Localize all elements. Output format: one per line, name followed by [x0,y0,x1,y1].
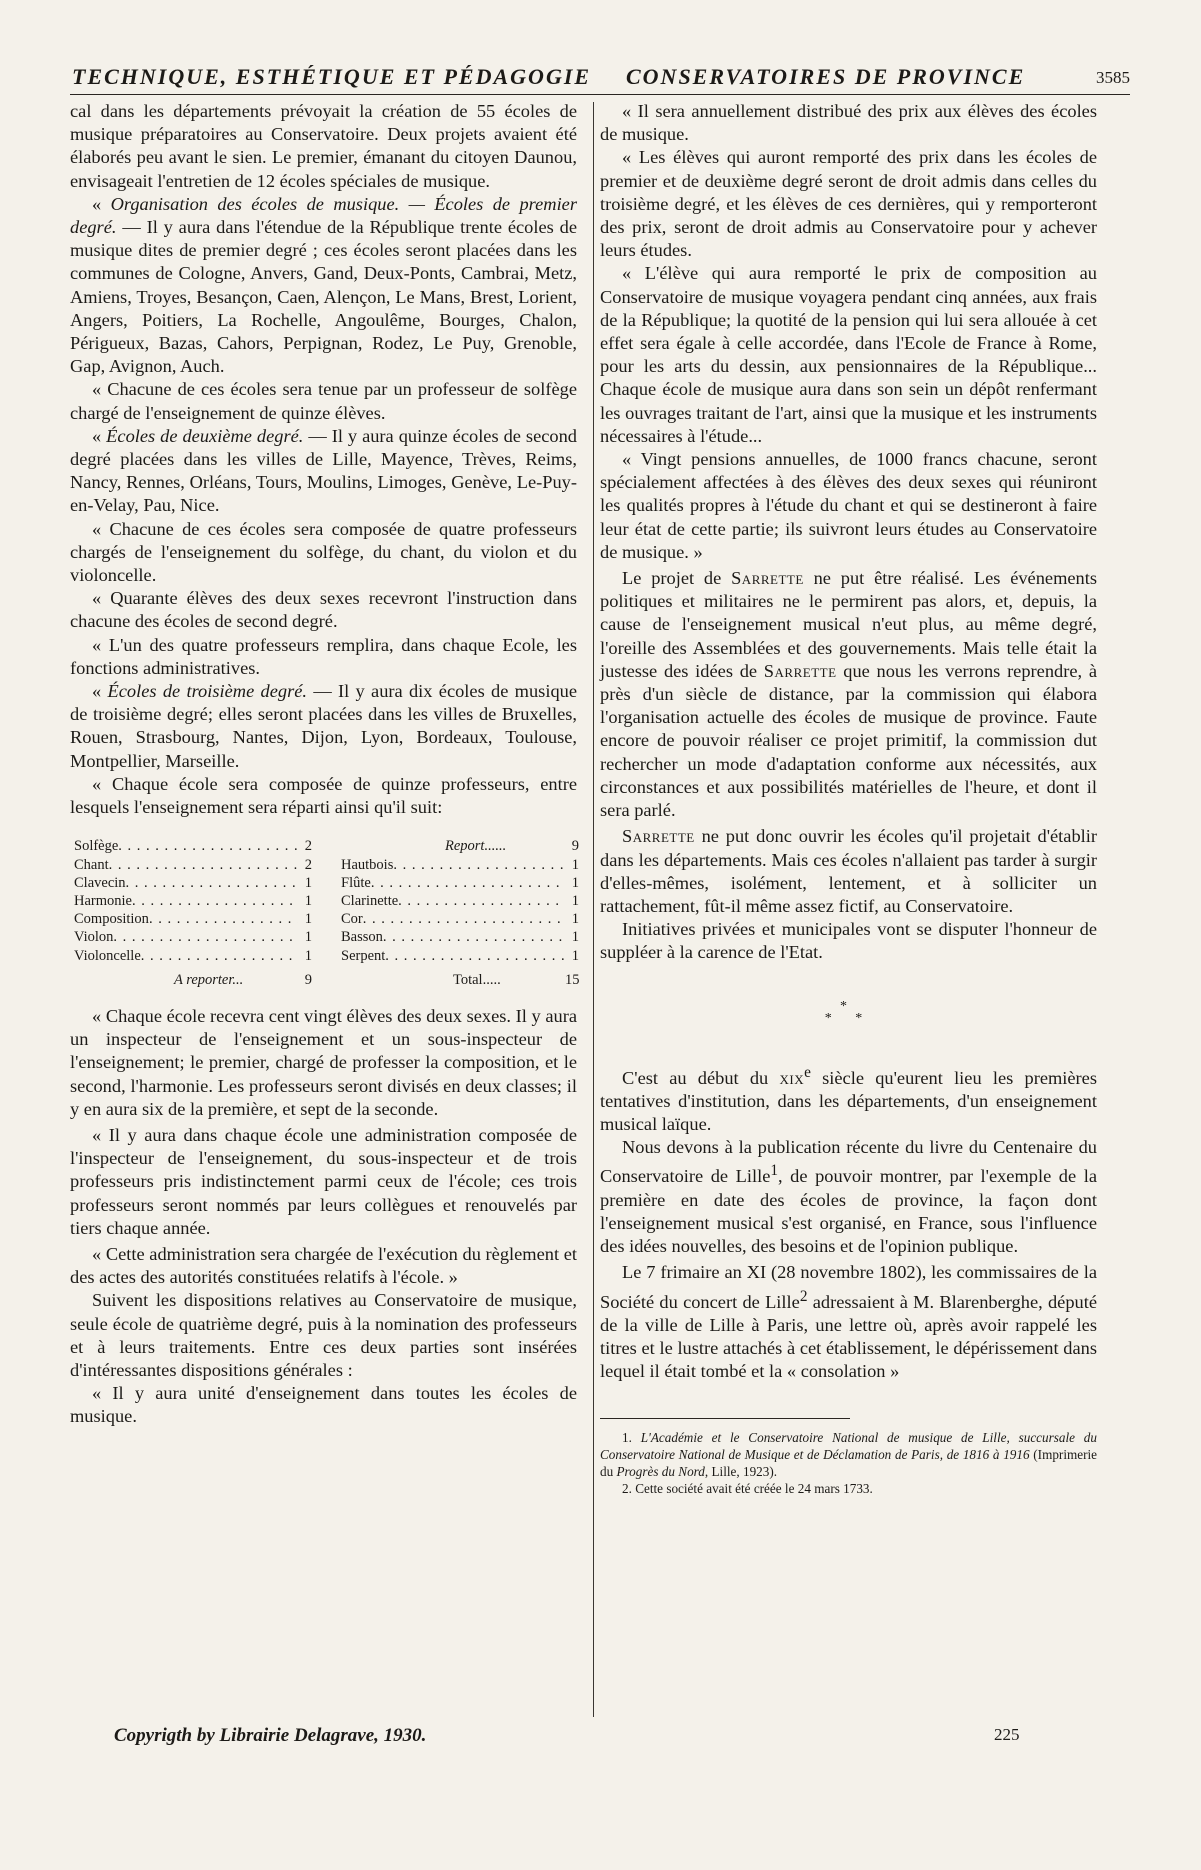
table-total-row [341,971,579,989]
header-page-number: 3585 [1096,68,1130,87]
table-row-value: 1 [304,929,312,946]
footnote-rule [600,1418,850,1419]
table-report-label: Report...... [445,838,507,855]
paragraph: « Il y aura unité d'enseignement dans toutes les écoles de musique. [70,1383,577,1427]
table-row-label: Violoncelle [74,947,141,964]
leader-dots [363,910,565,928]
table-row-label: Violon [74,929,114,946]
paragraph: « Chacune de ces écoles sera composée de quatre professeurs chargés de l'enseignement du solfège, du chant, du violon et du violoncelle. [70,518,577,586]
paragraph: « Écoles de deuxième degré. — Il y aura quinze écoles de second degré placées dans les villes de Lille, Mayence, Trèves, Reims, Nancy, Rennes, Orléans, Tours, Moulins, Limoges, Genève, Le-Puy-en-Velay, Pau, Nice. [70,425,577,516]
table-row-value: 1 [304,947,312,964]
leader-dots [109,856,298,874]
paragraph: « Écoles de troisième degré. — Il y aura dix écoles de musique de troisième degré; elles seront placées dans les villes de Bruxelles, Rouen, Strasbourg, Nantes, Dijon, Lyon, Bordeaux, Toulouse, Montpellier, Marseille. [70,681,578,771]
table-row-value: 2 [304,856,312,873]
leader-dots [383,928,565,946]
footnote-ref: 2 [799,1287,808,1305]
footnote-2: 2. Cette société avait été créée le 24 mars 1733. [622,1480,873,1496]
leader-dots [141,947,298,965]
table-row-label: Flûte [341,874,371,891]
footnote-ref: 1 [770,1162,779,1180]
italic-heading: Écoles de deuxième degré. [106,425,304,446]
section-asterism: * * * [824,998,873,1026]
copyright-line: Copyrigth by Librairie Delagrave, 1930. [114,1725,427,1746]
table-row-label: Serpent [341,947,386,964]
paragraph: « Les élèves qui auront remporté des prix dans les écoles de premier et de deuxième degré seront de droit admis dans celles du troisième degré, et les élèves de ces dernières, qui y remporteront des prix, seront de droit admis au Conservatoire pour y achever leurs études. [600,147,1097,261]
table-row-label: Solfège [74,838,119,855]
paragraph: « Organisation des écoles de musique. — Écoles de premier degré. — Il y aura dans l'étendue de la République trente écoles de musique dites de premier degré ; ces écoles seront placées dans les communes de Cologne, Anvers, Gand, Deux-Ponts, Cambrai, Metz, Amiens, Troyes, Besançon, Caen, Alençon, Le Mans, Brest, Lorient, Angers, Poitiers, La Rochelle, Angoulême, Bourges, Chalon, Périgueux, Bazas, Cahors, Perpignan, Rodez, Le Puy, Grenoble, Gap, Avignon, Auch. [70,193,577,377]
table-row [74,947,312,965]
leader-dots [113,928,298,946]
table-row-label: Clavecin [74,874,126,891]
running-header [70,62,1130,95]
footnote-1: 1. L'Académie et le Conservatoire National de musique de Lille, succursale du Conservatoire National de Musique et de Déclamation de Paris, de 1816 à 1916 (Imprimerie du Progrès du Nord, Lille, 1923). [600,1429,1098,1479]
table-subtotal-row [74,971,312,989]
leader-dots [132,892,298,910]
leader-dots [385,947,565,965]
table-row-label: Cor [341,911,363,928]
paragraph: « L'élève qui aura remporté le prix de composition au Conservatoire de musique voyagera pendant cinq années, aux frais de la République; la quotité de la pension qui lui sera allouée à cet effet sera égale à celle accordée, dans l'Ecole de France à Rome, pour les arts du dessin, aux pensionnaires de la République... Chaque école de musique aura dans son sein un dépôt renfermant les ouvrages traitant de l'art, ainsi que la musique et les instruments nécessaires à l'étude... [600,263,1097,446]
table-row-value: 1 [571,856,579,873]
teacher-distribution-table [74,837,579,989]
table-row [341,928,579,946]
table-row-value: 1 [304,892,312,909]
name-smallcaps: Sarrette [622,826,695,847]
table-row-label: Chant [74,856,109,873]
footer-page-number: 225 [994,1725,1020,1744]
paragraph: « Cette administration sera chargée de l'exécution du règlement et des actes des autorités constituées relatifs à l'école. » [70,1243,577,1288]
header-right-title: CONSERVATOIRES DE PROVINCE [626,64,1026,89]
table-subtotal-label: A reporter... [174,971,244,988]
paragraph: C'est au début du xix$^e$ siècle qu'eurent lieu les premières tentatives d'institution, dans les départements, d'un enseignement musical laïque. [600,1063,1098,1135]
header-left-title: TECHNIQUE, ESTHÉTIQUE ET PÉDAGOGIE [72,64,592,89]
leader-dots [149,910,298,928]
leader-dots [393,856,565,874]
table-row [74,928,312,946]
paragraph: « Vingt pensions annuelles, de 1000 francs chacune, seront spécialement affectées à des élèves des deux sexes qui réuniront les qualités propres à l'étude du chant et qui se destineront à faire leur état de cette partie; ils suivront leurs études au Conservatoire de musique. » [600,449,1097,562]
paragraph: « Chacune de ces écoles sera tenue par un professeur de solfège chargé de l'enseignement de quinze élèves. [70,379,577,423]
name-smallcaps: Sarrette [731,568,804,589]
paragraph: Sarrette ne put donc ouvrir les écoles qu'il projetait d'établir dans les départements. Mais ces écoles n'allaient pas tarder à surgir d'elles-mêmes, isolément, lentement, et à solliciter un rattachement, fût-il même assez fictif, au Conservatoire. [600,826,1097,916]
leader-dots [118,837,298,855]
table-row [74,837,312,855]
italic-heading: Écoles de troisième degré. [107,681,308,702]
table-total-value: 15 [565,971,579,988]
paragraph: Nous devons à la publication récente du livre du Centenaire du Conservatoire de Lille$^1$, de pouvoir montrer, par l'exemple de la première en date des écoles de province, la façon dont l'enseignement musical s'est organisé, en France, sous l'influence des idées nouvelles, des besoins et de l'opinion publique. [600,1137,1097,1257]
table-right-column [341,837,579,989]
left-column [70,100,577,1429]
italic-heading: Organisation des écoles de musique. — Écoles de premier degré. [70,193,577,238]
paragraph: « Quarante élèves des deux sexes recevront l'instruction dans chacune des écoles de second degré. [70,588,577,632]
table-row-label: Hautbois [341,856,394,873]
paragraph: Le 7 frimaire an XI (28 novembre 1802), les commissaires de la Société du concert de Lille$^2$ adressaient à M. Blarenberghe, député de la ville de Lille à Paris, une lettre où, après avoir rappelé les titres et le lustre attachés à cet établissement, le dépérissement dans lequel il était tombé et la « consolation » [600,1262,1097,1382]
table-row-label: Clarinette [341,892,399,909]
table-row [341,947,579,965]
table-row [74,892,312,910]
table-row [341,892,579,910]
table-total-label: Total..... [453,971,501,988]
paragraph: « Chaque école sera composée de quinze professeurs, entre lesquels l'enseignement sera réparti ainsi qu'il suit: [70,773,577,818]
table-row-value: 2 [304,838,312,855]
table-row [341,910,579,928]
leader-dots [398,892,565,910]
paragraph: « Chaque école recevra cent vingt élèves des deux sexes. Il y aura un inspecteur de l'enseignement et un sous-inspecteur de l'enseignement; le premier, chargé de professer la composition, et le second, l'harmonie. Les professeurs seront divisés en deux classes; il y en aura six de la première, et sept de la seconde. [70,1005,577,1119]
table-left-column [74,837,312,989]
table-row [74,856,312,874]
table-report-value: 9 [571,838,579,855]
leader-dots [126,874,298,892]
name-smallcaps: Sarrette [763,660,837,681]
table-row-value: 1 [304,911,312,928]
paragraph: « Il sera annuellement distribué des prix aux élèves des écoles de musique. [600,101,1097,145]
table-row [341,856,579,874]
table-row [74,874,312,892]
paragraph: Suivent les dispositions relatives au Conservatoire de musique, seule école de quatrième degré, puis à la nomination des professeurs et à leurs traitements. Entre ces deux parties sont insérées d'intéressantes dispositions générales : [70,1290,577,1380]
table-row-label: Basson [341,929,383,946]
paragraph: Le projet de Sarrette ne put être réalisé. Les événements politiques et militaires ne le permirent pas alors, et, depuis, la cause de l'enseignement musical n'eut plus, au même degré, l'oreille des Assemblées et des gouvernements. Mais telle était la justesse des idées de Sarrette que nous les verrons reprendre, à près d'un siècle de distance, par la commission qui élabora l'organisation actuelle des écoles de musique de province. Faute encore de pouvoir réaliser ce projet primitif, la commission dut rechercher un mode d'adaptation conforme aux nécessités, aux circonstances et aux possibilités matérielles de l'heure, et dont il sera parlé. [600,568,1098,821]
table-row-value: 1 [571,929,579,946]
table-row-value: 1 [571,947,579,964]
table-subtotal-value: 9 [304,971,312,988]
table-row [74,910,312,928]
table-row-label: Harmonie [74,892,132,909]
leader-dots [371,874,565,892]
right-column [600,100,1097,1497]
column-divider [593,102,594,1717]
paragraph: cal dans les départements prévoyait la création de 55 écoles de musique préparatoires au Conservatoire. Deux projets avaient été élaborés peu avant le sien. Le premier, émanant du citoyen Daunou, envisageait l'entretien de 12 écoles spéciales de musique. [70,101,577,191]
table-row-value: 1 [571,874,579,891]
table-row-value: 1 [304,874,312,891]
table-row [341,874,579,892]
table-row-value: 1 [571,911,579,928]
table-row-label: Composition [74,911,149,928]
paragraph: « Il y aura dans chaque école une administration composée de l'inspecteur de l'enseignement, du sous-inspecteur et de trois professeurs pris indistinctement parmi ceux de l'école; ces trois professeurs seront nommés par leurs collègues et renouvelés par tiers chaque année. [70,1124,577,1238]
paragraph: « L'un des quatre professeurs remplira, dans chaque Ecole, les fonctions administratives. [70,634,577,678]
paragraph: Initiatives privées et municipales vont se disputer l'honneur de suppléer à la carence de l'Etat. [600,919,1097,963]
table-report-row [341,837,579,855]
table-row-value: 1 [571,892,579,909]
